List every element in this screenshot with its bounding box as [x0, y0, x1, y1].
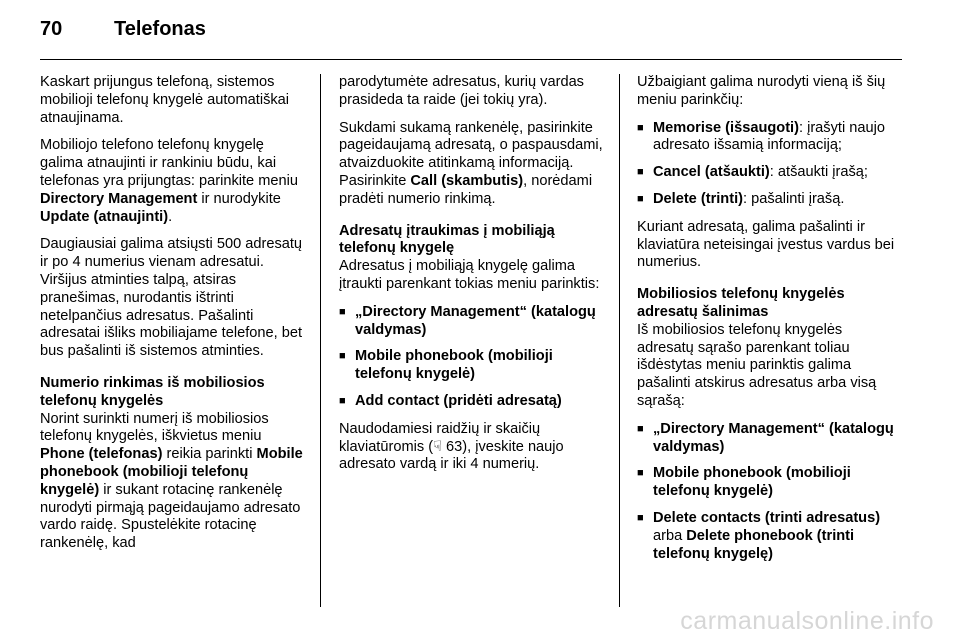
menu-term: Delete contacts (trinti adresatus) [653, 509, 881, 526]
paragraph [339, 120, 607, 209]
list-item [339, 304, 607, 340]
menu-term: „Directory Management“ (katalogų valdymas) [355, 303, 596, 338]
text: : įrašyti naujo adresato išsamią informaciją; [653, 119, 885, 154]
column-divider [320, 74, 321, 607]
list-item [637, 510, 903, 563]
list-item [637, 421, 903, 457]
menu-term: Phone (telefonas) [40, 446, 163, 463]
text: , norėdami pradėti numerio rinkimą. [339, 172, 593, 207]
text: reikia parinkti [162, 446, 257, 463]
text: : pašalinti įrašą. [743, 190, 845, 207]
paragraph: Užbaigiant galima nurodyti vieną iš šių meniu parinkčių: [637, 74, 886, 108]
paragraph [40, 411, 308, 553]
text: 63), įveskite naujo adresato vardą ir iki 4 numerių. [339, 438, 564, 473]
section-heading: Numerio rinkimas iš mobiliosios telefonų knygelės [40, 374, 265, 409]
bullet-list [637, 421, 903, 564]
menu-term: Delete (trinti) [653, 190, 743, 207]
paragraph: Kuriant adresatą, galima pašalinti ir klaviatūra neteisingai įvestus vardus bei numerius. [637, 218, 895, 271]
bullet-list [339, 304, 607, 411]
section-heading: Mobiliosios telefonų knygelės adresatų šalinimas [637, 286, 845, 320]
column-1 [40, 74, 308, 563]
list-item [339, 348, 607, 384]
list-item [339, 393, 607, 411]
text: Sukdami sukamą rankenėlę, pasirinkite pageidaujamą adresatą, o paspausdami, atvaizduokite atitinkamą informaciją. Pasirinkite [339, 119, 603, 189]
text: Norint surinkti numerį iš mobiliosios telefonų knygelės, iškvietus meniu [40, 410, 269, 445]
watermark: carmanualsonline.info [680, 607, 934, 635]
text: Naudodamiesi raidžių ir skaičių klaviatūromis ( [339, 420, 541, 455]
list-item [637, 465, 903, 501]
section-heading: Adresatų įtraukimas į mobiliąją telefonų knygelę [339, 222, 555, 257]
paragraph: Kaskart prijungus telefoną, sistemos mobilioji telefonų knygelė automatiškai atnaujinama. [40, 74, 290, 126]
list-item [637, 120, 903, 156]
paragraph: parodytumėte adresatus, kurių vardas prasideda ta raide (jei tokių yra). [339, 74, 584, 108]
page-ref-icon: ☟ [433, 438, 442, 455]
menu-term: Mobile phonebook (mobilioji telefonų knygelė) [355, 348, 553, 383]
text: . [168, 208, 173, 225]
text: Mobiliojo telefono telefonų knygelę galima atnaujinti ir rankiniu būdu, kai telefonas yra prijungtas: parinkite meniu [40, 137, 298, 189]
bullet-list [637, 120, 903, 209]
menu-term: Update (atnaujinti) [40, 208, 169, 225]
menu-term: Add contact (pridėti adresatą) [355, 392, 562, 409]
paragraph: Daugiausiai galima atsiųsti 500 adresatų ir po 4 numerius vienam adresatui. Viršijus atminties talpą, atsiras pranešimas, nurodantis ištrinti netelpančius adresatus. Pašalinti adresatai išliks mobiliajame telefone, bet bus pašalinti iš sistemos atminties. [40, 236, 303, 360]
paragraph: Iš mobiliosios telefonų knygelės adresatų sąrašo parenkant toliau išdėstytas meniu parinktis galima pašalinti atskirus adresatus arba visą sąrašą: [637, 321, 877, 409]
menu-term: Mobile phonebook (mobilioji telefonų knygelė) [653, 465, 851, 500]
paragraph [40, 137, 308, 226]
page-header [40, 18, 206, 41]
column-2 [339, 74, 607, 484]
text: ir sukant rotacinę rankenėlę nurodyti pirmąją pageidaujamo adresato vardo raidę. Spustelėkite rotacinę rankenėlę, kad [40, 481, 301, 552]
page-number: 70 [40, 18, 63, 40]
menu-term: Memorise (išsaugoti) [653, 119, 799, 136]
list-item [637, 191, 903, 209]
menu-term: „Directory Management“ (katalogų valdymas) [653, 420, 894, 455]
paragraph: Adresatus į mobiliąją knygelę galima įtraukti parenkant tokias meniu parinktis: [339, 258, 600, 292]
column-3 [637, 74, 903, 573]
text: ir nurodykite [197, 190, 281, 207]
list-item [637, 164, 903, 182]
menu-term: Cancel (atšaukti) [653, 164, 770, 181]
menu-term: Directory Management [40, 190, 198, 207]
menu-term: Call (skambutis) [410, 172, 524, 189]
text: arba [653, 527, 687, 544]
header-rule [40, 59, 902, 60]
page-title: Telefonas [114, 18, 206, 40]
column-divider [619, 74, 620, 607]
menu-term: Delete phonebook (trinti telefonų knygelę) [653, 527, 855, 562]
text: : atšaukti įrašą; [769, 164, 868, 181]
paragraph [339, 421, 607, 474]
menu-term: Mobile phonebook (mobilioji telefonų knygelė) [40, 446, 303, 498]
